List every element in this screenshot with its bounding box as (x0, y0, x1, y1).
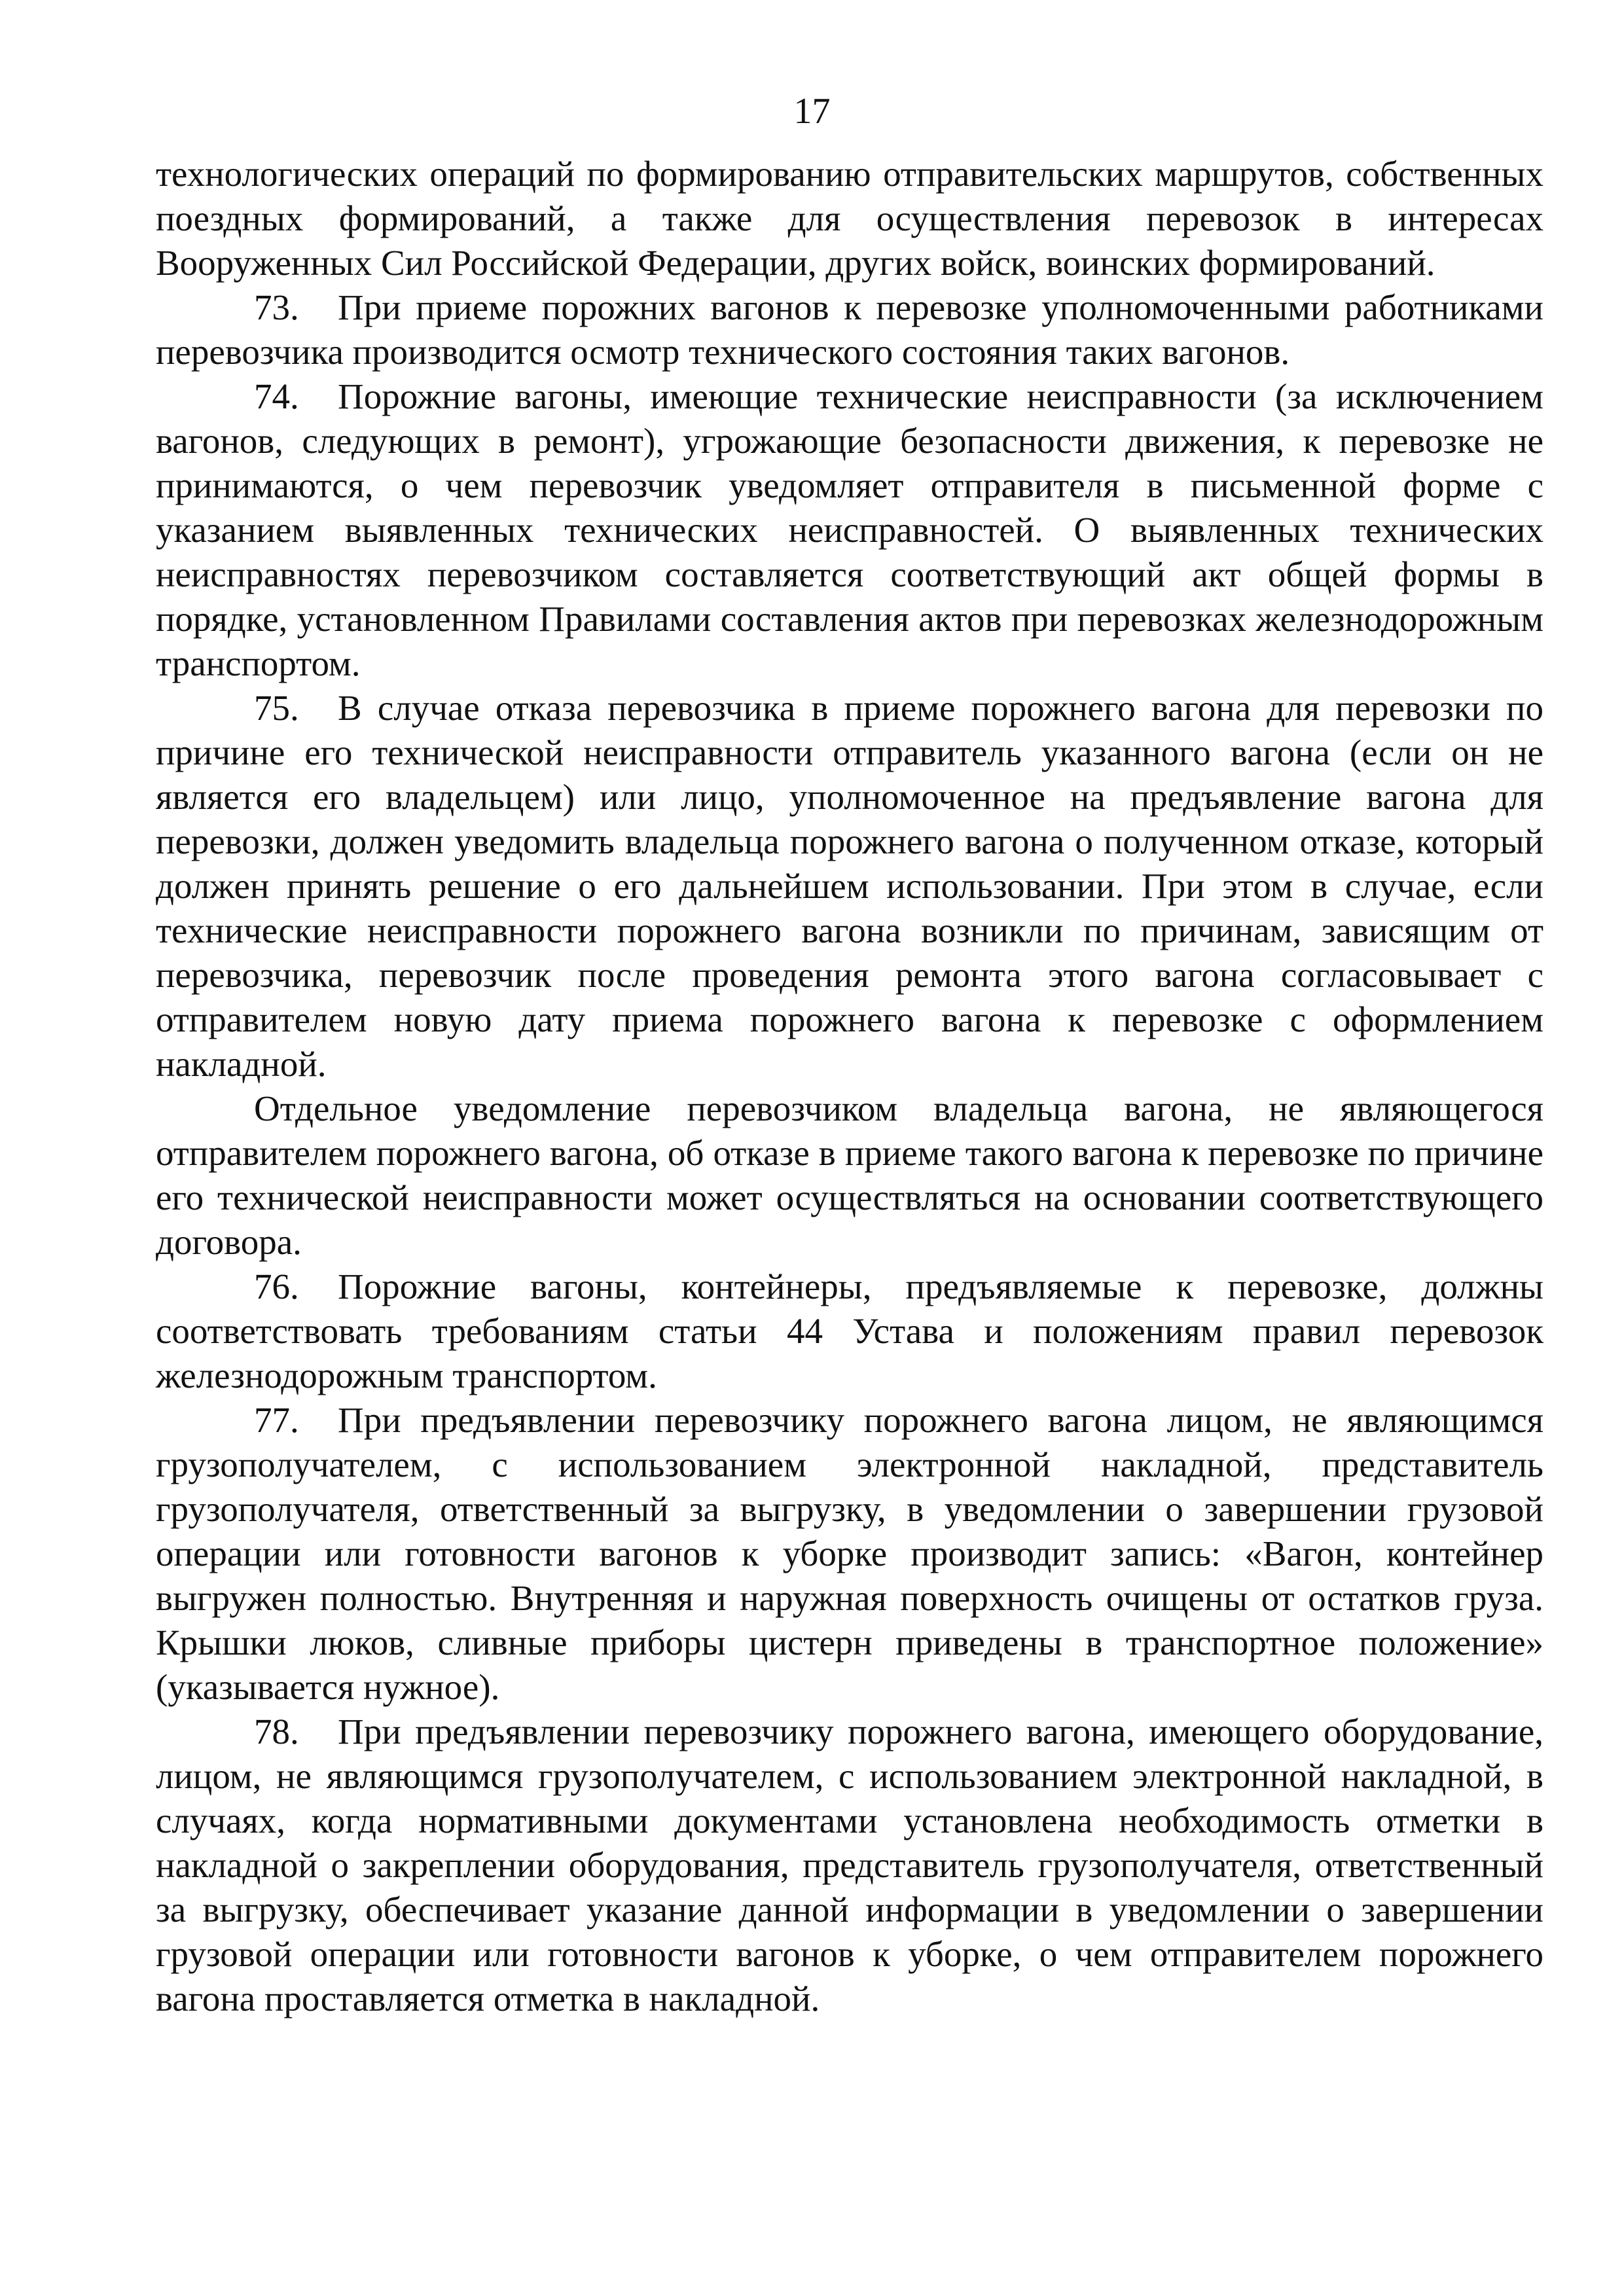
paragraph-continuation (156, 152, 1543, 285)
paragraph-text: Отдельное уведомление перевозчиком владельца вагона, не являющегося отправителем порожнего вагона, об отказе в приеме такого вагона к перевозке по причине его технической неисправности может осуществляться на основании соответствующего договора. (156, 1088, 1543, 1262)
paragraph-78 (156, 1710, 1543, 2021)
paragraph-75-note (156, 1086, 1543, 1265)
paragraph-77 (156, 1398, 1543, 1710)
paragraph-text: При предъявлении перевозчику порожнего вагона лицом, не являющимся грузополучателем, с использованием электронной накладной, представитель грузополучателя, ответственный за выгрузку, в уведомлении о завершении грузовой операции или готовности вагонов к уборке производит запись: «Вагон, контейнер выгружен полностью. Внутренняя и наружная поверхность очищены от остатков груза. Крышки люков, сливные приборы цистерн приведены в транспортное положение» (указывается нужное). (156, 1400, 1543, 1707)
paragraph-text: Порожние вагоны, контейнеры, предъявляемые к перевозке, должны соответствовать требованиям статьи 44 Устава и положениям правил перевозок железнодорожным транспортом. (156, 1266, 1543, 1395)
paragraph-number: 74. (254, 376, 299, 416)
paragraph-76 (156, 1265, 1543, 1398)
paragraph-73 (156, 285, 1543, 374)
paragraph-text: При приеме порожних вагонов к перевозке уполномоченными работниками перевозчика производится осмотр технического состояния таких вагонов. (156, 287, 1543, 372)
paragraph-text: Порожние вагоны, имеющие технические неисправности (за исключением вагонов, следующих в ремонт), угрожающие безопасности движения, к перевозке не принимаются, о чем перевозчик уведомляет отправителя в письменной форме с указанием выявленных технических неисправностей. О выявленных технических неисправностях перевозчиком составляется соответствующий акт общей формы в порядке, установленном Правилами составления актов при перевозках железнодорожным транспортом. (156, 376, 1543, 683)
paragraph-number: 76. (254, 1266, 299, 1306)
paragraph-74 (156, 374, 1543, 686)
paragraph-number: 78. (254, 1712, 299, 1751)
paragraph-text: При предъявлении перевозчику порожнего вагона, имеющего оборудование, лицом, не являющимся грузополучателем, с использованием электронной накладной, в случаях, когда нормативными документами установлена необходимость отметки в накладной о закреплении оборудования, представитель грузополучателя, ответственный за выгрузку, обеспечивает указание данной информации в уведомлении о завершении грузовой операции или готовности вагонов к уборке, о чем отправителем порожнего вагона проставляется отметка в накладной. (156, 1712, 1543, 2018)
document-body (156, 152, 1543, 2021)
page-number: 17 (793, 91, 831, 132)
paragraph-75 (156, 686, 1543, 1086)
paragraph-text: технологических операций по формированию отправительских маршрутов, собственных поездных формирований, а также для осуществления перевозок в интересах Вооруженных Сил Российской Федерации, других войск, воинских формирований. (156, 154, 1543, 283)
paragraph-number: 73. (254, 287, 299, 327)
paragraph-number: 75. (254, 688, 299, 728)
paragraph-number: 77. (254, 1400, 299, 1440)
paragraph-text: В случае отказа перевозчика в приеме порожнего вагона для перевозки по причине его технической неисправности отправитель указанного вагона (если он не является его владельцем) или лицо, уполномоченное на предъявление вагона для перевозки, должен уведомить владельца порожнего вагона о полученном отказе, который должен принять решение о его дальнейшем использовании. При этом в случае, если технические неисправности порожнего вагона возникли по причинам, зависящим от перевозчика, перевозчик после проведения ремонта этого вагона согласовывает с отправителем новую дату приема порожнего вагона к перевозке с оформлением накладной. (156, 688, 1543, 1084)
